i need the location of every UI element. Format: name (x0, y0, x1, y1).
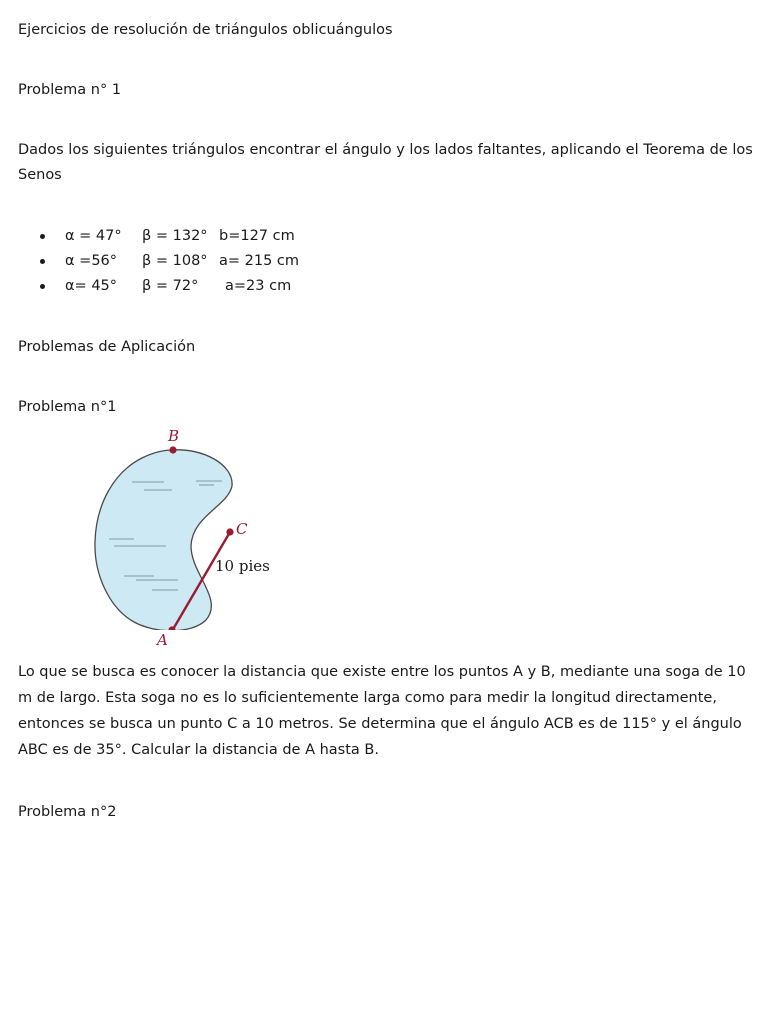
list-item (18, 225, 299, 250)
problem-1-intro: Dados los siguientes triángulos encontrar el ángulo y los lados faltantes, aplicando el Teorema de los Senos (18, 142, 753, 183)
label-b: B (168, 427, 180, 445)
list-item (18, 275, 299, 300)
alpha-value: α =56° (65, 253, 118, 269)
applications-heading: Problemas de Aplicación (18, 339, 196, 355)
label-c: C (236, 520, 248, 538)
beta-value: β = 132° (142, 228, 208, 244)
triangle-list (18, 225, 299, 300)
application-problem-1-text: Lo que se busca es conocer la distancia que existe entre los puntos A y B, mediante una soga de 10 m de largo. Esta soga no es lo suficientemente larga como para medir la longitud directamente, entonces se busca un punto C a 10 metros. Se determina que el ángulo ACB es de 115° y el ángulo ABC es de 35°. Calcular la distancia de A hasta B. (18, 664, 746, 758)
list-item (18, 250, 299, 275)
beta-value: β = 108° (142, 253, 208, 269)
label-a: A (157, 631, 168, 649)
application-problem-1-heading: Problema n°1 (18, 399, 117, 415)
point-b (169, 446, 176, 453)
document-title: Ejercicios de resolución de triángulos oblicuángulos (18, 22, 393, 38)
side-value: a=23 cm (225, 278, 292, 294)
application-problem-2-heading: Problema n°2 (18, 804, 117, 820)
rope-length-label: 10 pies (215, 557, 270, 575)
point-c (226, 528, 233, 535)
side-value: b=127 cm (219, 228, 295, 244)
side-value: a= 215 cm (219, 253, 300, 269)
alpha-value: α = 47° (65, 228, 122, 244)
alpha-value: α= 45° (65, 278, 118, 294)
beta-value: β = 72° (142, 278, 199, 294)
problem-1-heading: Problema n° 1 (18, 82, 122, 98)
label-a-wrap (155, 630, 175, 650)
lake-shape (95, 450, 232, 630)
lake-diagram (74, 424, 274, 630)
